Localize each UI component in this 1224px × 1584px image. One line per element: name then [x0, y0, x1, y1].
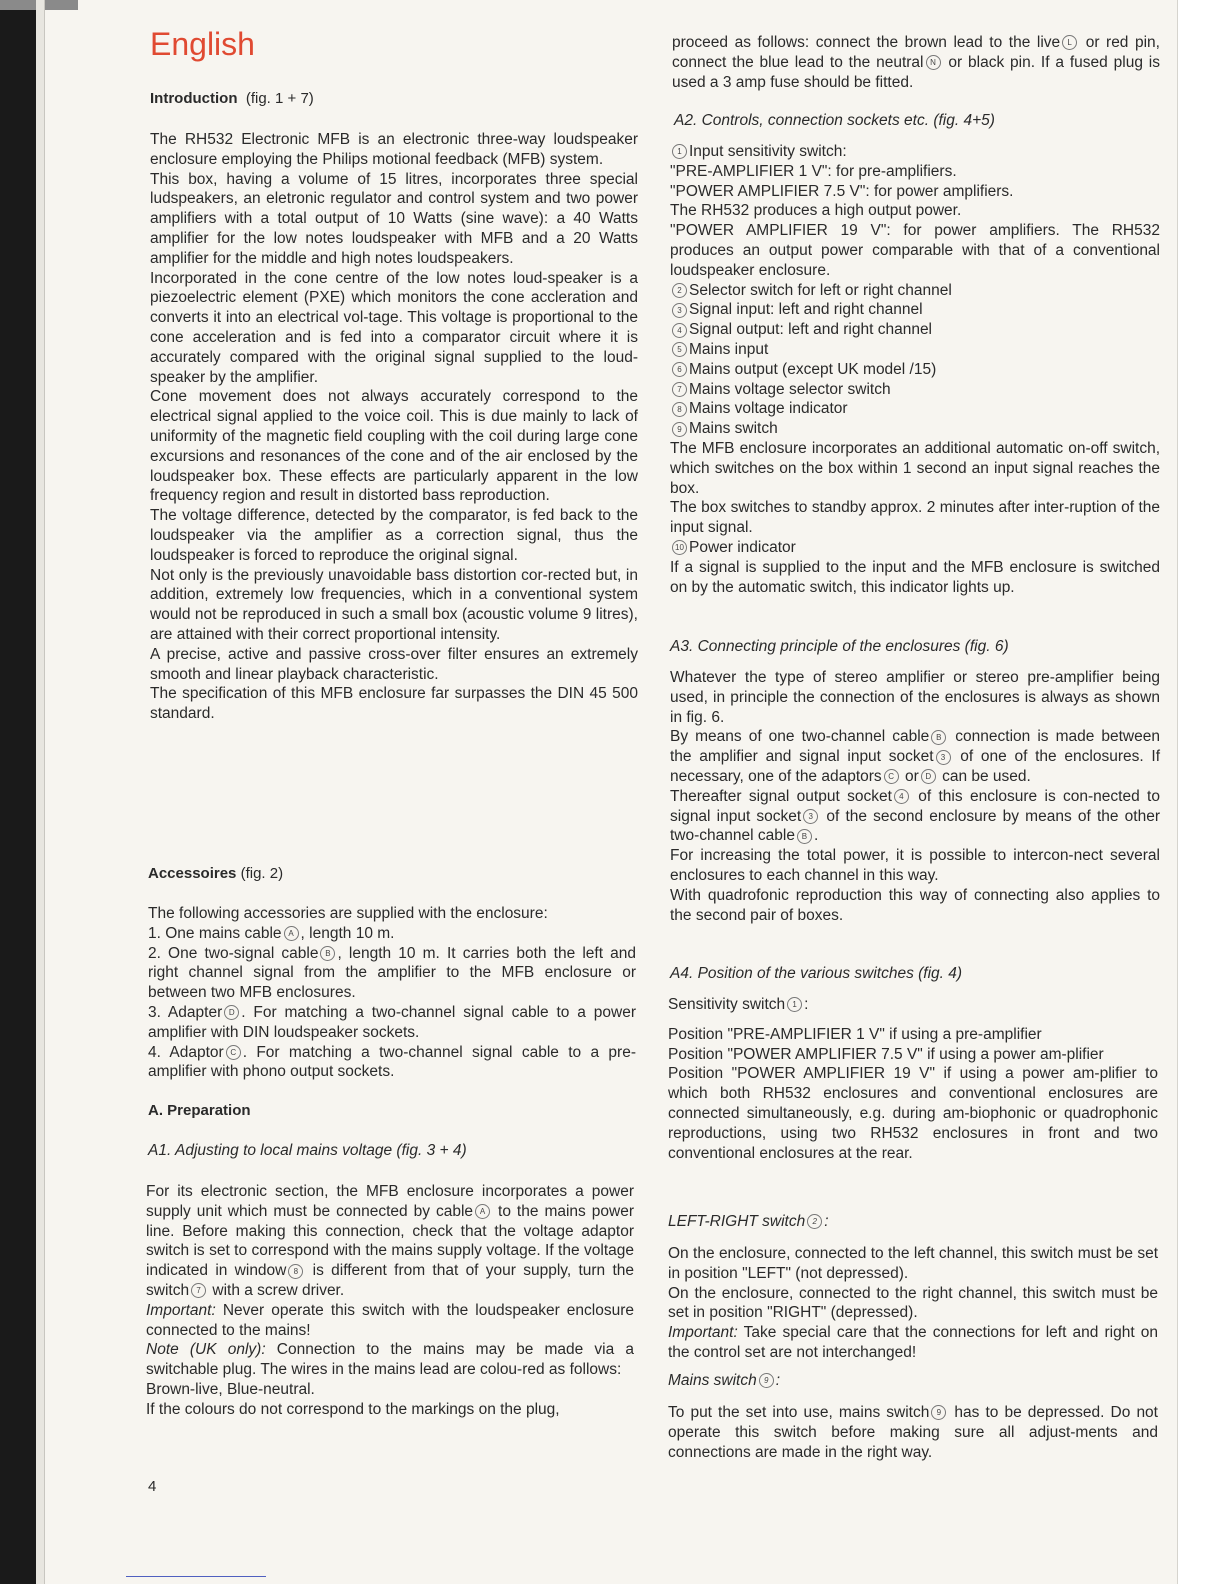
- intro-paragraph: Not only is the previously unavoidable bass distortion cor-rected but, in addition, extremely low frequencies, which in a conventional system would not be reproduced in such a small box (acoustic volume 9 litres), are attained with their correct proportional intensity.: [150, 566, 638, 643]
- marker-8-icon: 8: [672, 402, 687, 417]
- a1-wires: Brown-live, Blue-neutral.: [146, 1380, 315, 1398]
- marker-b-icon: B: [320, 946, 335, 961]
- a1-last: If the colours do not correspond to the markings on the plug,: [146, 1400, 560, 1418]
- a2-item: 10 Power indicator: [670, 538, 1160, 558]
- page-right-margin: [1177, 0, 1224, 1584]
- marker-5-icon: 5: [672, 342, 687, 357]
- a2-item: 5 Mains input: [670, 340, 1160, 360]
- marker-n-icon: N: [926, 55, 941, 70]
- marker-7-icon: 7: [191, 1283, 206, 1298]
- marker-6-icon: 6: [672, 362, 687, 377]
- marker-3-icon: 3: [936, 750, 951, 765]
- intro-paragraph: The specification of this MFB enclosure far surpasses the DIN 45 500 standard.: [150, 685, 638, 723]
- a2-line: "POWER AMPLIFIER 7.5 V": for power amplifiers.: [670, 182, 1014, 200]
- a4-body: [668, 995, 1158, 1163]
- marker-b-icon: B: [931, 730, 946, 745]
- marker-3-icon: 3: [803, 809, 818, 824]
- accessory-item: 1. One mains cable A , length 10 m.: [148, 924, 395, 942]
- marker-3-icon: 3: [672, 303, 687, 318]
- intro-heading: Introduction (fig. 1 + 7): [150, 90, 314, 107]
- marker-2-icon: 2: [672, 283, 687, 298]
- ms-paragraph: To put the set into use, mains switch 9 has to be depressed. Do not operate this switch before making sure all adjust-ments and connections are made in the right way.: [668, 1404, 1158, 1461]
- a4-sensitivity: Sensitivity switch 1 :: [668, 996, 809, 1013]
- left-right-body: [668, 1244, 1158, 1363]
- intro-paragraph: Incorporated in the cone centre of the low notes loud-speaker is a piezoelectric element (PXE) which monitors the cone accleration and converts it into an electrical vol-tage. This voltage is proportional to the cone acceleration and is fed into a comparator circuit where it is accurately compared with the original signal supplied to the loud-speaker by the amplifier.: [150, 269, 638, 386]
- marker-9-icon: 9: [759, 1373, 774, 1388]
- accessories-intro: The following accessories are supplied with the enclosure:: [148, 905, 548, 922]
- a2-line: If a signal is supplied to the input and the MFB enclosure is switched on by the automatic switch, this indicator lights up.: [670, 558, 1160, 596]
- a2-item: 3 Signal input: left and right channel: [670, 300, 1160, 320]
- a1-paragraph: For its electronic section, the MFB enclosure incorporates a power supply unit which must be connected by cable A to the mains power line. Before making this connection, check that the voltage adaptor switch is set to correspond with the mains supply voltage. If the voltage indicated in window 8 is different from that of your supply, turn the switch 7 with a screw driver.: [146, 1183, 634, 1299]
- a2-item: 1 Input sensitivity switch:: [670, 142, 1160, 162]
- marker-2-icon: 2: [807, 1214, 822, 1229]
- accessories-body: [148, 904, 636, 1082]
- binding-strip: [0, 0, 36, 1584]
- a2-line: The box switches to standby approx. 2 minutes after inter-ruption of the input signal.: [670, 499, 1160, 537]
- a1-important: Important: Never operate this switch with the loudspeaker enclosure connected to the mains!: [146, 1301, 634, 1339]
- marker-c-icon: C: [884, 769, 899, 784]
- a4-position: Position "POWER AMPLIFIER 19 V" if using a power am-plifier to which both RH532 enclosures and conventional enclosures are connected simultaneously, e.g. during am-biophonic or quadrophonic reproductions, using two RH532 enclosures in front and two conventional enclosures at the rear.: [668, 1065, 1158, 1162]
- a2-item: 2 Selector switch for left or right channel: [670, 281, 1160, 301]
- a2-heading: A2. Controls, connection sockets etc. (fig. 4+5): [674, 112, 995, 129]
- a4-position: Position "POWER AMPLIFIER 7.5 V" if using a power am-plifier: [668, 1045, 1104, 1063]
- intro-paragraph: A precise, active and passive cross-over filter ensures an extremely smooth and linear playback characteristic.: [150, 645, 638, 683]
- a2-line: "PRE-AMPLIFIER 1 V": for pre-amplifiers.: [670, 162, 957, 180]
- intro-paragraph: This box, having a volume of 15 litres, incorporates three special ludspeakers, an eletronic regulator and control system and two power amplifiers with a total output of 10 Watts (sine wave): a 40 Watts amplifier for the low notes loudspeaker with MFB and a 20 Watts amplifier for the middle and high notes loudspeakers.: [150, 170, 638, 267]
- marker-9-icon: 9: [931, 1405, 946, 1420]
- a2-item: 8 Mains voltage indicator: [670, 399, 1160, 419]
- a1-note: Note (UK only): Connection to the mains may be made via a switchable plug. The wires in the mains lead are colou-red as follows:: [146, 1341, 634, 1379]
- a3-paragraph: With quadrofonic reproduction this way of connecting also applies to the second pair of boxes.: [670, 886, 1160, 924]
- a3-paragraph: For increasing the total power, it is possible to intercon-nect several enclosures to each channel in this way.: [670, 847, 1160, 884]
- a2-line: The RH532 produces a high output power.: [670, 202, 962, 220]
- marker-b-icon: B: [797, 829, 812, 844]
- accessory-item: 2. One two-signal cable B , length 10 m. It carries both the left and right channel signal from the amplifier to the MFB enclosure or between two MFB enclosures.: [148, 944, 636, 1002]
- a2-body: [670, 142, 1160, 597]
- footer-link-line: [126, 1576, 266, 1577]
- mains-switch-body: [668, 1403, 1158, 1462]
- accessory-item: 3. Adapter D . For matching a two-channel signal cable to a power amplifier with DIN loudspeaker sockets.: [148, 1003, 636, 1041]
- a3-paragraph: Whatever the type of stereo amplifier or stereo pre-amplifier being used, in principle the connection of the enclosures is always as shown in fig. 6.: [670, 669, 1160, 726]
- marker-d-icon: D: [921, 769, 936, 784]
- page-number: 4: [148, 1478, 157, 1495]
- lr-important: Important: Take special care that the connections for left and right on the control set are not interchanged!: [668, 1324, 1158, 1361]
- a3-heading: A3. Connecting principle of the enclosures (fig. 6): [670, 638, 1009, 655]
- marker-8-icon: 8: [288, 1264, 303, 1279]
- lr-paragraph: On the enclosure, connected to the right channel, this switch must be set in position "RIGHT" (depressed).: [668, 1284, 1158, 1322]
- marker-10-icon: 10: [672, 540, 687, 555]
- accessory-item: 4. Adaptor C . For matching a two-channel signal cable to a pre-amplifier with phono output sockets.: [148, 1043, 636, 1081]
- preparation-heading: A. Preparation: [148, 1102, 251, 1119]
- a2-item: 9 Mains switch: [670, 419, 1160, 439]
- a2-line: The MFB enclosure incorporates an additional automatic on-off switch, which switches on the box within 1 second an input signal reaches the box.: [670, 439, 1160, 497]
- continuation: proceed as follows: connect the brown lead to the live L or red pin, connect the blue lead to the neutral N or black pin. If a fused plug is used a 3 amp fuse should be fitted.: [672, 34, 1161, 91]
- marker-d-icon: D: [224, 1005, 239, 1020]
- marker-4-icon: 4: [672, 323, 687, 338]
- a4-position: Position "PRE-AMPLIFIER 1 V" if using a pre-amplifier: [668, 1025, 1042, 1043]
- a2-item: 7 Mains voltage selector switch: [670, 380, 1160, 400]
- marker-l-icon: L: [1062, 35, 1077, 50]
- a3-body: [670, 668, 1160, 925]
- marker-1-icon: 1: [787, 997, 802, 1012]
- intro-paragraph: Cone movement does not always accurately correspond to the electrical signal applied to the voice coil. This is due mainly to lack of uniformity of the magnetic field coupling with the coil during large cone excursions and resonances of the cone and of the air enclosed by the loudspeaker box. These effects are particularly apparent in the low frequency region and result in distorted bass reproduction.: [150, 388, 638, 505]
- a1-body: [146, 1182, 634, 1420]
- intro-paragraph: The voltage difference, detected by the comparator, is fed back to the loudspeaker via the amplifier as a correction signal, thus the loudspeaker is forced to reproduce the original signal.: [150, 507, 638, 564]
- marker-a-icon: A: [284, 926, 299, 941]
- marker-c-icon: C: [226, 1045, 241, 1060]
- a3-paragraph: Thereafter signal output socket 4 of this enclosure is con-nected to signal input socket 3 of the second enclosure by means of the other two-channel cable B .: [670, 787, 1160, 845]
- a2-item: 4 Signal output: left and right channel: [670, 320, 1160, 340]
- marker-9-icon: 9: [672, 422, 687, 437]
- intro-paragraph: The RH532 Electronic MFB is an electronic three-way loudspeaker enclosure employing the Philips motional feedback (MFB) system.: [150, 131, 638, 168]
- marker-4-icon: 4: [894, 789, 909, 804]
- accessories-heading: Accessoires (fig. 2): [148, 865, 284, 882]
- left-right-heading: LEFT-RIGHT switch 2 :: [668, 1213, 829, 1230]
- binding-edge: [36, 0, 45, 1584]
- mains-switch-heading: Mains switch 9 :: [668, 1372, 781, 1389]
- a2-item: 6 Mains output (except UK model /15): [670, 360, 1160, 380]
- lr-paragraph: On the enclosure, connected to the left channel, this switch must be set in position "LEFT" (not depressed).: [668, 1245, 1158, 1282]
- marker-1-icon: 1: [672, 144, 687, 159]
- a2-line: "POWER AMPLIFIER 19 V": for power amplifiers. The RH532 produces an output power comparable with that of a conventional loudspeaker enclosure.: [670, 222, 1160, 279]
- page-title: English: [150, 26, 255, 62]
- a3-paragraph: By means of one two-channel cable B connection is made between the amplifier and signal input socket 3 of one of the enclosures. If necessary, one of the adaptors C or D can be used.: [670, 728, 1160, 785]
- marker-7-icon: 7: [672, 382, 687, 397]
- a1-heading: A1. Adjusting to local mains voltage (fig. 3 + 4): [148, 1142, 467, 1159]
- marker-a-icon: A: [475, 1204, 490, 1219]
- intro-body: [150, 130, 638, 724]
- a4-heading: A4. Position of the various switches (fig. 4): [670, 965, 963, 982]
